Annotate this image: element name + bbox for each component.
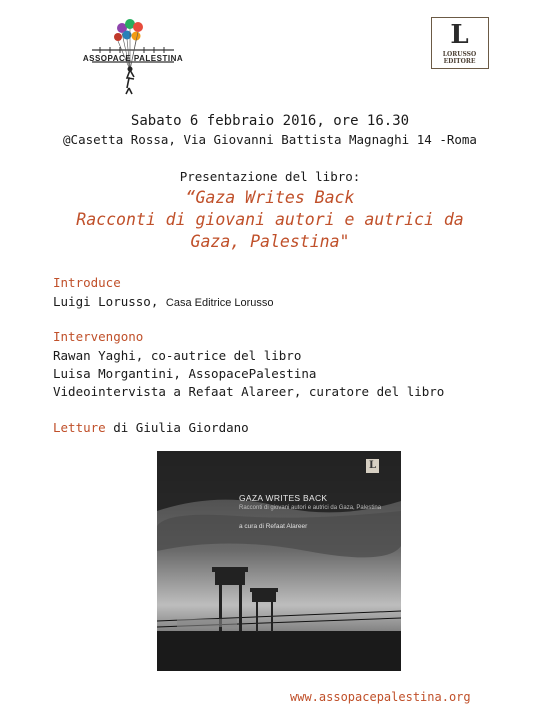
- event-date: Sabato 6 febbraio 2016, ore 16.30: [130, 113, 410, 129]
- introduce-line: [53, 294, 274, 309]
- lorusso-logo-text: LORUSSO EDITORE: [442, 51, 477, 65]
- cover-subtitle: Racconti di giovani autori e autrici da Gaza, Palestina: [239, 505, 382, 511]
- introduce-affiliation: Casa Editrice Lorusso: [165, 297, 274, 309]
- book-title-line-2: Racconti di giovani autori e autrici da: [76, 210, 464, 229]
- book-cover-image: [157, 451, 401, 671]
- assopace-logo: [78, 14, 188, 96]
- presentation-intro: Presentazione del libro:: [179, 169, 361, 184]
- lorusso-logo: [431, 17, 489, 69]
- speaker-line: Rawan Yaghi, co-autrice del libro: [53, 348, 302, 363]
- event-venue: @Casetta Rossa, Via Giovanni Battista Magnaghi 14 -Roma: [63, 132, 477, 147]
- introduce-heading: Introduce: [53, 275, 121, 290]
- cover-publisher-mark: L: [366, 459, 379, 473]
- speaker-line: Videointervista a Refaat Alareer, curatore del libro: [53, 384, 445, 399]
- introduce-name: Luigi Lorusso,: [53, 294, 166, 309]
- book-title-line-3: Gaza, Palestina": [190, 232, 350, 251]
- cover-curator: a cura di Refaat Alareer: [239, 523, 308, 530]
- cover-title: GAZA WRITES BACK: [239, 493, 328, 503]
- letture-line: [53, 420, 249, 435]
- lorusso-logo-letter: L: [450, 20, 469, 50]
- speaker-line: Luisa Morgantini, AssopacePalestina: [53, 366, 317, 381]
- cover-photo-illustration: [157, 451, 401, 671]
- intervengono-heading: Intervengono: [53, 329, 144, 344]
- assopace-logo-text: ASSOPACE PALESTINA: [82, 54, 184, 63]
- book-title-line-1: “Gaza Writes Back: [185, 188, 355, 207]
- letture-heading: Letture: [53, 420, 106, 435]
- website-link[interactable]: www.assopacepalestina.org: [290, 690, 471, 704]
- letture-reader: di Giulia Giordano: [105, 420, 249, 435]
